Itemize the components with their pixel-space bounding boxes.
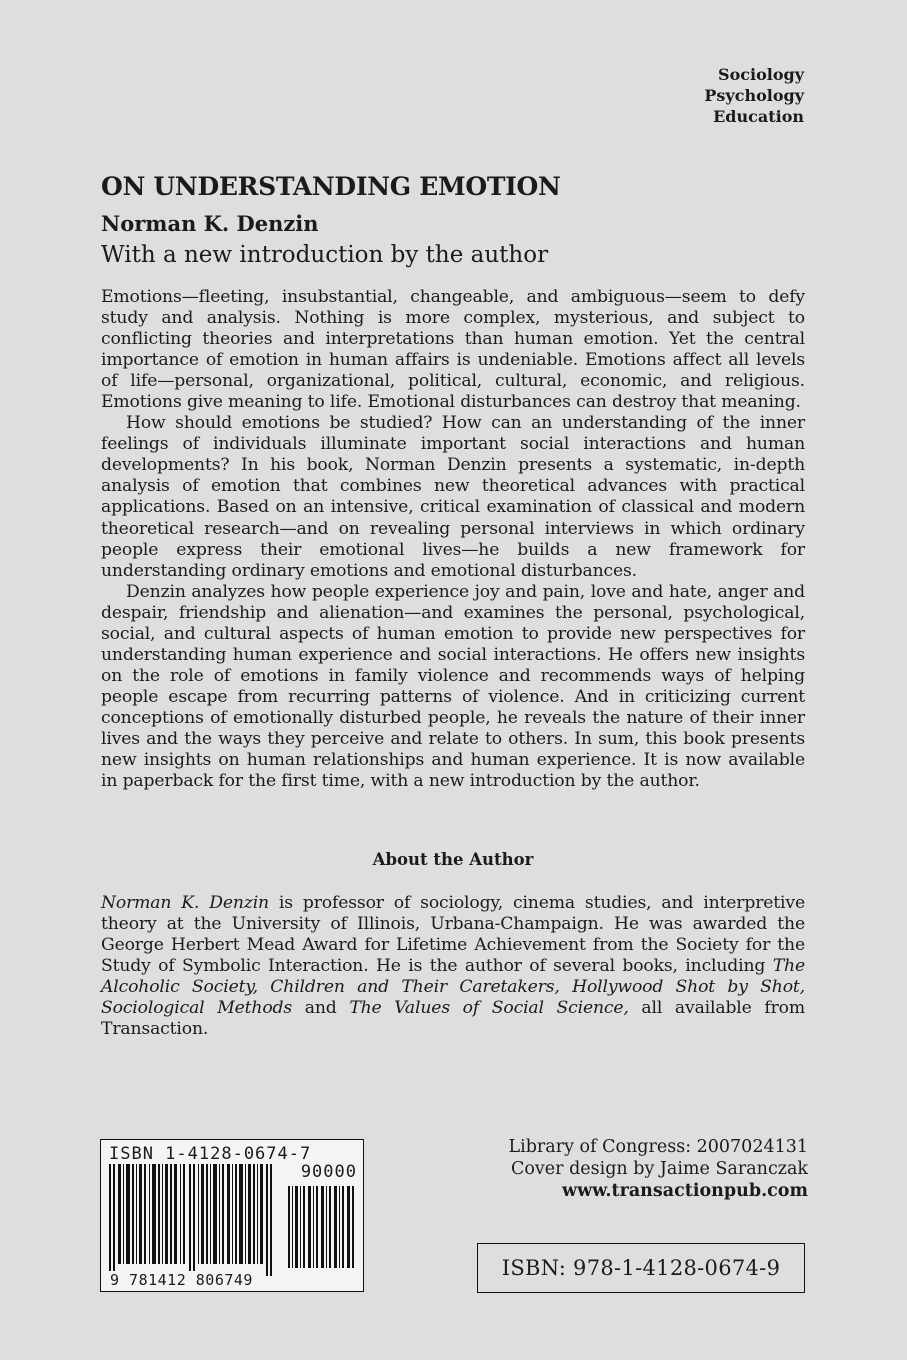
about-text-1: is professor of sociology, cinema studies, and interpretive theory at the University of Illinois, Urbana-Champaign. He was awarded the George Herbert Mead Award for Lifetime Achievement from the Society for the Study of Symbolic Interaction. He is the author of several books, including xyxy=(101,893,805,977)
barcode-addon-bars xyxy=(287,1186,357,1268)
category-sociology: Sociology xyxy=(718,65,804,84)
cover-design-credit: Cover design by Jaime Saranczak xyxy=(510,1159,808,1179)
category-education: Education xyxy=(713,107,804,126)
category-psychology: Psychology xyxy=(704,86,804,105)
barcode-isbn10: ISBN 1-4128-0674-7 xyxy=(109,1144,312,1164)
publisher-url[interactable]: www.transactionpub.com xyxy=(562,1181,808,1201)
description-paragraph-3: Denzin analyzes how people experience joy and pain, love and hate, anger and despair, friendship and alienation—and examines the personal, psychological, social, and cultural aspects of human emotion to provide new perspectives for understanding human experience and social interactions. He offers new insights on the role of emotions in family violence and recommends ways of helping people escape from recurring patterns of violence. And in criticizing current conceptions of emotionally disturbed people, he reveals the nature of their inner lives and the ways they perceive and relate to others. In sum, this book presents new insights on human relationships and human experience. It is now available in paperback for the first time, with a new introduction by the author. xyxy=(101,581,805,792)
barcode-bars xyxy=(107,1164,277,1276)
barcode-price-code: 90000 xyxy=(300,1162,357,1182)
description-paragraph-1: Emotions—fleeting, insubstantial, changeable, and ambiguous—seem to defy study and analysis. Nothing is more complex, mysterious, and subject to conflicting theories and interpretations than human emotion. Yet the central importance of emotion in human affairs is undeniable. Emotions affect all levels of life—personal, organizational, political, cultural, economic, and religious. Emotions give meaning to life. Emotional disturbances can destroy that meaning. xyxy=(101,287,805,413)
isbn13-box xyxy=(477,1243,805,1293)
about-text-2: and xyxy=(292,998,350,1019)
book-description xyxy=(101,287,805,792)
subject-categories xyxy=(704,64,804,127)
about-text-3: all available from Transaction. xyxy=(101,998,805,1040)
about-author-heading: About the Author xyxy=(372,850,534,869)
book-subtitle: With a new introduction by the author xyxy=(101,242,549,268)
book-author: Norman K. Denzin xyxy=(101,211,319,236)
isbn13: ISBN: 978-1-4128-0674-9 xyxy=(501,1256,781,1280)
library-of-congress: Library of Congress: 2007024131 xyxy=(508,1137,808,1157)
description-paragraph-2: How should emotions be studied? How can an understanding of the inner feelings of individuals illuminate important social interactions and human developments? In his book, Norman Denzin presents a systematic, in-depth analysis of emotion that combines new theoretical advances with practical applications. Based on an intensive, critical examination of classical and modern theoretical research—and on revealing personal interviews in which ordinary people express their emotional lives—he builds a new framework for understanding ordinary emotions and emotional disturbances. xyxy=(101,413,805,581)
barcode-digits: 9 781412 806749 xyxy=(110,1271,253,1289)
about-book-values: The Values of Social Science, xyxy=(349,998,629,1019)
book-title: ON UNDERSTANDING EMOTION xyxy=(101,172,561,201)
about-book-list: The Alcoholic Society, Children and Their Caretakers, Hollywood Shot by Shot, Sociological Methods xyxy=(101,956,805,1019)
about-author-text xyxy=(101,893,805,1040)
publisher-info xyxy=(509,1136,809,1202)
barcode xyxy=(100,1139,364,1292)
about-author-name: Norman K. Denzin xyxy=(101,893,269,913)
